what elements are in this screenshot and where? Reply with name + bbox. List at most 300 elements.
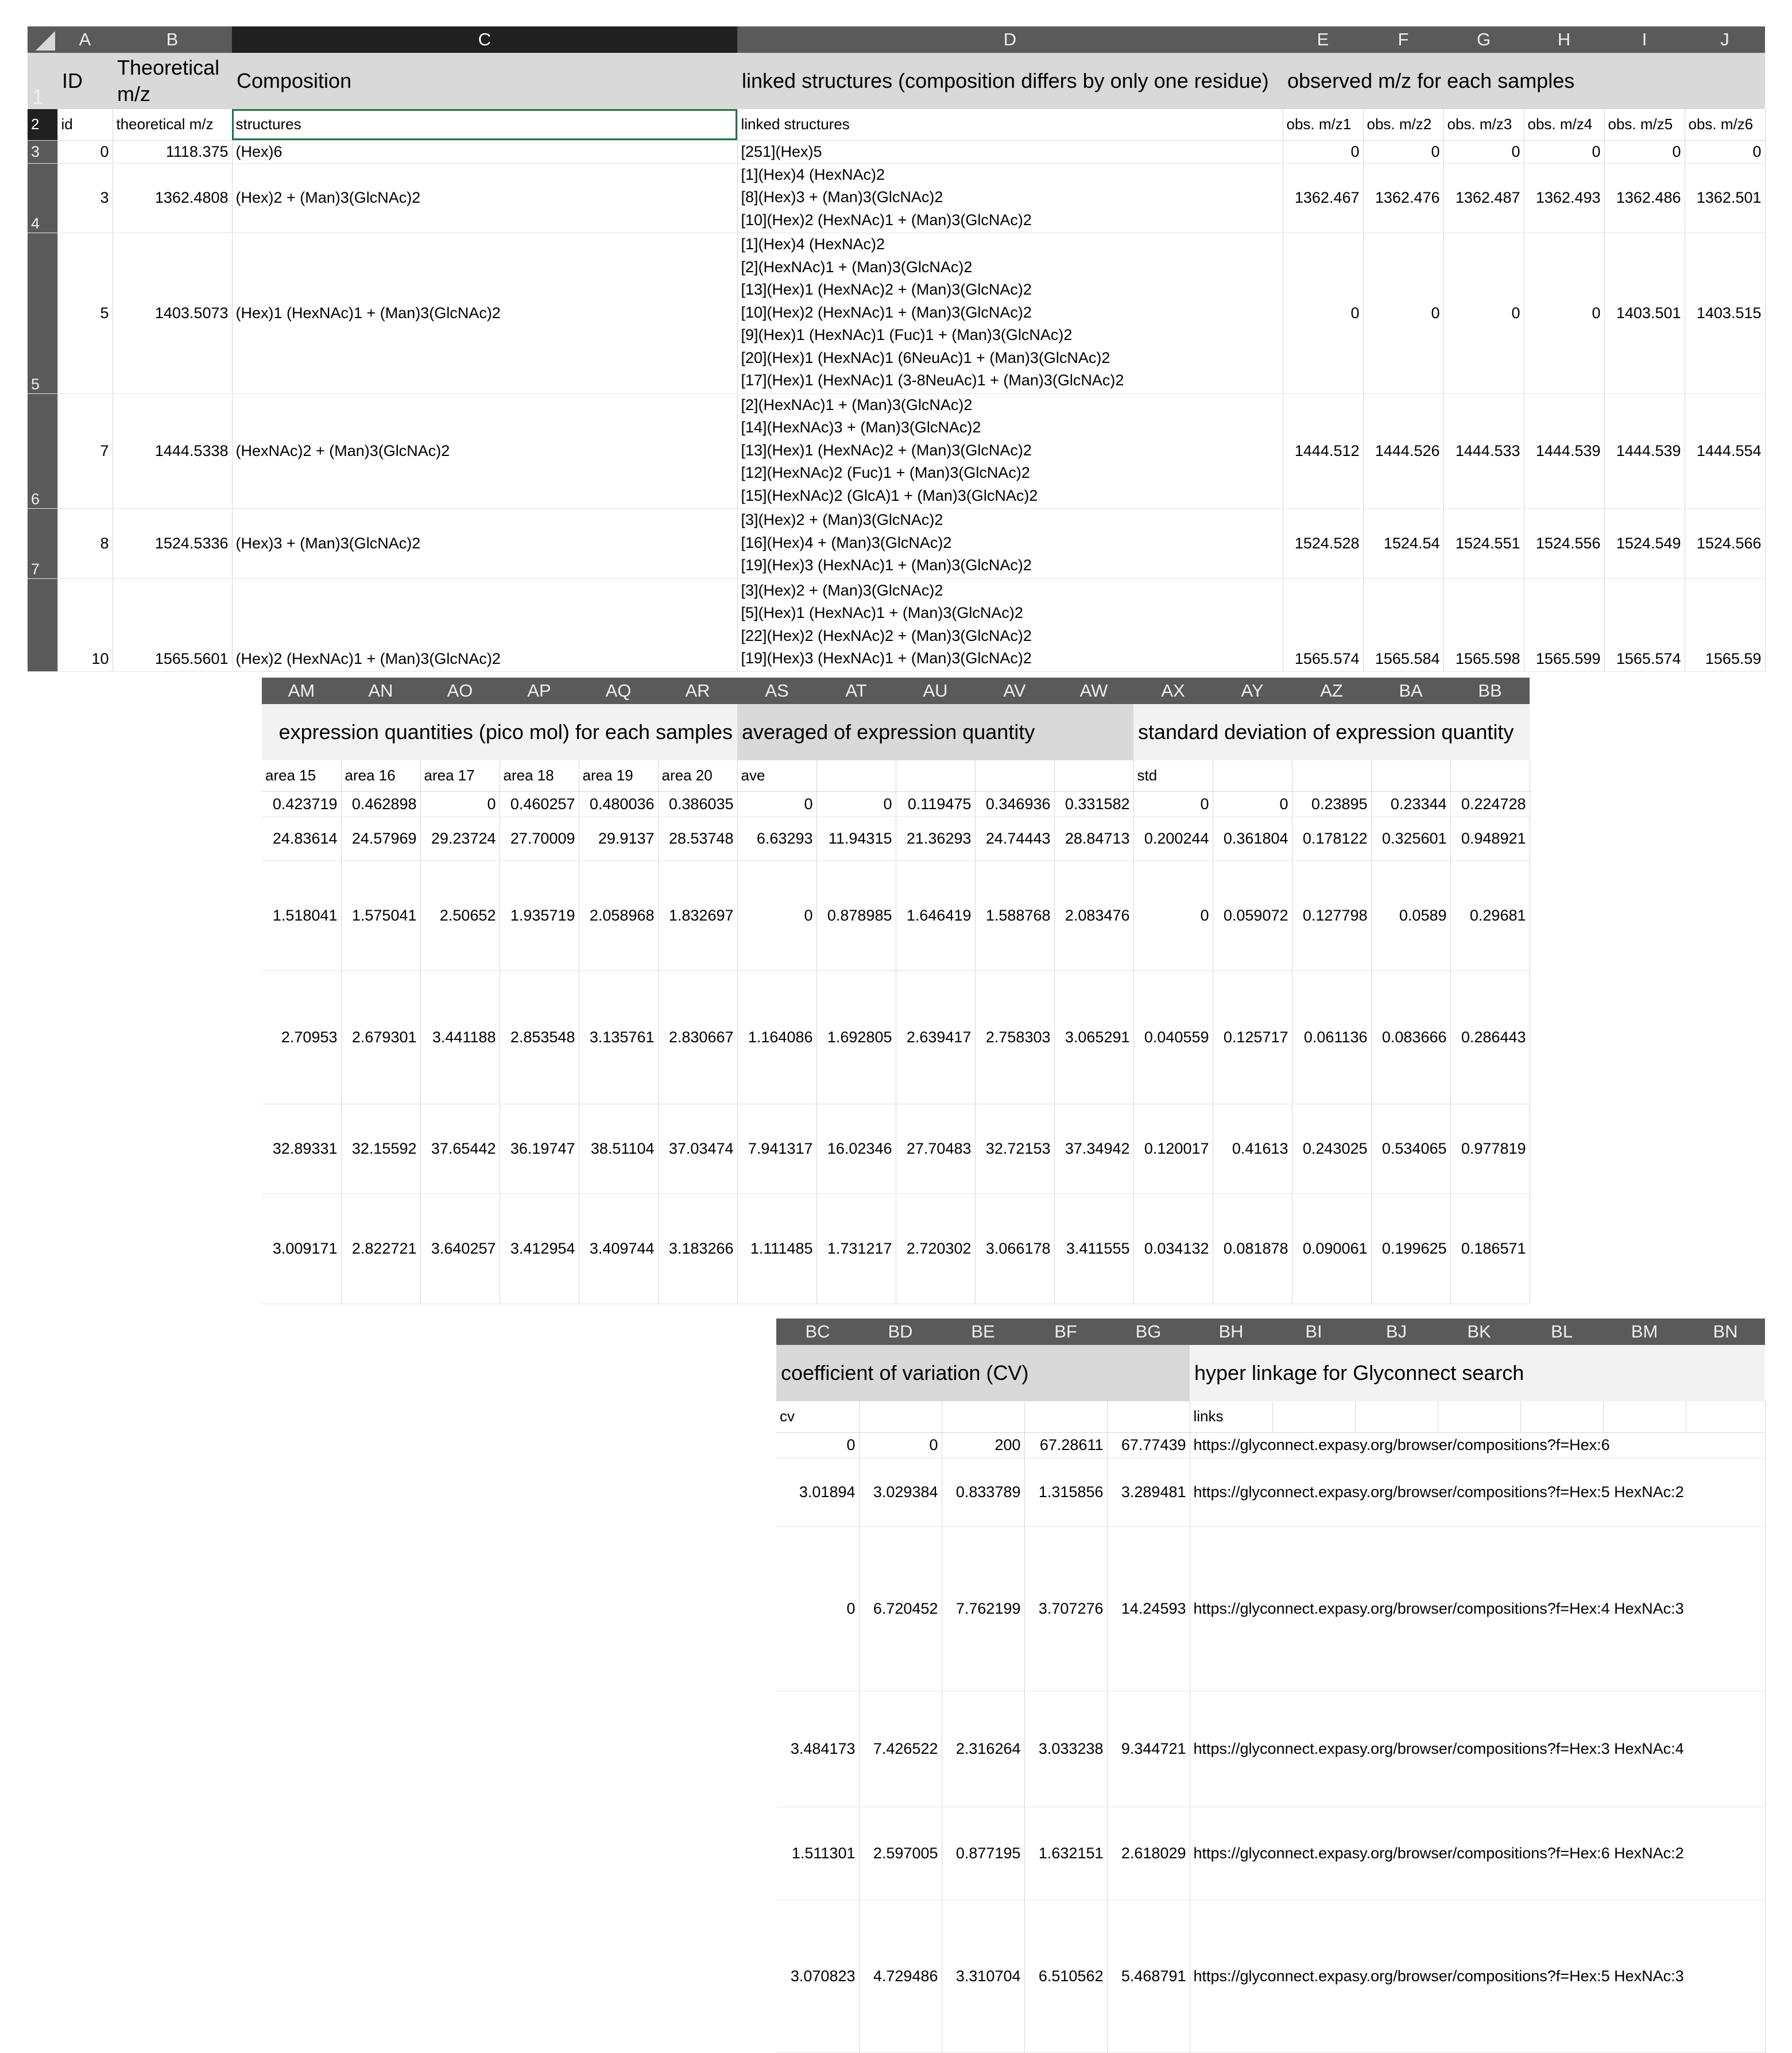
cell-quantity[interactable]: 0.120017 (1133, 1104, 1213, 1193)
cell-quantity[interactable]: 29.9137 (579, 817, 658, 860)
cell-quantity[interactable]: 28.53748 (658, 817, 737, 860)
cell-obs[interactable]: 1362.487 (1443, 163, 1524, 233)
sub-linked-structures[interactable]: linked structures (737, 109, 1283, 140)
cell-quantity[interactable]: 1.646419 (896, 860, 975, 971)
row-header-6[interactable]: 6 (28, 393, 57, 509)
cell-quantity[interactable]: 1.164086 (737, 971, 816, 1104)
cell-id[interactable]: 8 (57, 509, 113, 579)
column-header-az[interactable]: AZ (1292, 678, 1371, 704)
column-header-as[interactable]: AS (737, 678, 816, 704)
cell-quantity[interactable]: 27.70483 (896, 1104, 975, 1193)
cell-quantity[interactable]: 3.066178 (975, 1193, 1054, 1304)
cell-cv[interactable]: 0 (776, 1526, 859, 1691)
table-row (262, 1104, 1530, 1193)
cell-cv[interactable]: 0 (776, 1432, 859, 1457)
sub-obs-mz2[interactable]: obs. m/z2 (1363, 109, 1443, 140)
column-header-i[interactable]: I (1604, 26, 1685, 53)
cell-obs[interactable]: 1565.599 (1524, 578, 1604, 671)
header-expression-quantities[interactable]: expression quantities (pico mol) for each samples (262, 704, 737, 760)
cell-quantity[interactable]: 0.41613 (1213, 1104, 1292, 1193)
cell-quantity[interactable]: 0.423719 (262, 791, 341, 817)
sub-area-label[interactable] (975, 760, 1054, 791)
sub-id[interactable]: id (57, 109, 113, 140)
cell-quantity[interactable]: 2.058968 (579, 860, 658, 971)
sub-empty[interactable] (859, 1401, 942, 1432)
column-header-ax[interactable]: AX (1133, 678, 1213, 704)
cell-cv[interactable]: 7.426522 (859, 1691, 942, 1807)
column-header-bn[interactable]: BN (1686, 1319, 1765, 1345)
table-row (28, 140, 1765, 163)
column-header-bd[interactable]: BD (859, 1319, 942, 1345)
cell-obs[interactable]: 1403.515 (1685, 233, 1765, 394)
sub-obs-mz4[interactable]: obs. m/z4 (1524, 109, 1604, 140)
sub-cv[interactable]: cv (776, 1401, 859, 1432)
column-header-at[interactable]: AT (816, 678, 896, 704)
glyconnect-link[interactable]: https://glyconnect.expasy.org/browser/compositions?f=Hex:5 HexNAc:3 (1190, 1900, 1765, 2052)
header-id[interactable]: ID (57, 53, 113, 109)
cell-quantity[interactable]: 0 (1213, 791, 1292, 817)
table-row (262, 1193, 1530, 1304)
sub-area-label[interactable]: area 17 (420, 760, 500, 791)
sub-links[interactable]: links (1190, 1401, 1272, 1432)
cell-cv[interactable]: 3.070823 (776, 1900, 859, 2052)
cell-quantity[interactable]: 24.74443 (975, 817, 1054, 860)
cell-quantity[interactable]: 0 (737, 791, 816, 817)
cell-theoretical-mz[interactable]: 1403.5073 (113, 233, 232, 394)
sub-area-label[interactable] (1054, 760, 1133, 791)
sub-area-label[interactable] (816, 760, 896, 791)
cell-quantity[interactable]: 0.23344 (1371, 791, 1450, 817)
cell-composition[interactable]: (Hex)2 (HexNAc)1 + (Man)3(GlcNAc)2 (232, 578, 737, 671)
column-header-ba[interactable]: BA (1371, 678, 1450, 704)
cell-obs[interactable]: 1362.486 (1604, 163, 1685, 233)
sub-area-label[interactable]: area 15 (262, 760, 341, 791)
cell-obs[interactable]: 1362.493 (1524, 163, 1604, 233)
header-coefficient-of-variation[interactable]: coefficient of variation (CV) (776, 1345, 1190, 1401)
cell-quantity[interactable]: 38.51104 (579, 1104, 658, 1193)
header-standard-deviation[interactable]: standard deviation of expression quantity (1133, 704, 1530, 760)
sub-empty[interactable] (1024, 1401, 1107, 1432)
cell-obs[interactable]: 0 (1443, 233, 1524, 394)
row-header-1[interactable]: 1 (28, 53, 57, 109)
cell-quantity[interactable]: 0.331582 (1054, 791, 1133, 817)
cell-quantity[interactable]: 2.853548 (500, 971, 579, 1104)
row-header-7[interactable]: 7 (28, 509, 57, 579)
cell-cv[interactable]: 1.315856 (1024, 1457, 1107, 1526)
column-header-j[interactable]: J (1685, 26, 1765, 53)
cell-composition[interactable]: (HexNAc)2 + (Man)3(GlcNAc)2 (232, 393, 737, 509)
cell-linked-structures[interactable]: [3](Hex)2 + (Man)3(GlcNAc)2 [5](Hex)1 (HexNAc)1 + (Man)3(GlcNAc)2 [22](Hex)2 (HexNAc)2 + (Man)3(GlcNAc)2 [19](Hex)3 (HexNAc)1 + (Man)3(GlcNAc)2 (737, 578, 1283, 671)
cell-quantity[interactable]: 0.361804 (1213, 817, 1292, 860)
cell-obs[interactable]: 0 (1283, 140, 1363, 163)
column-header-be[interactable]: BE (942, 1319, 1024, 1345)
cell-cv[interactable]: 67.77439 (1107, 1432, 1190, 1457)
sub-empty[interactable] (1438, 1401, 1520, 1432)
cell-quantity[interactable]: 6.63293 (737, 817, 816, 860)
cell-quantity[interactable]: 0.386035 (658, 791, 737, 817)
cell-obs[interactable]: 1565.598 (1443, 578, 1524, 671)
cell-quantity[interactable]: 0.480036 (579, 791, 658, 817)
cell-quantity[interactable]: 1.575041 (341, 860, 420, 971)
cell-obs[interactable]: 1403.501 (1604, 233, 1685, 394)
cell-obs[interactable]: 1565.584 (1363, 578, 1443, 671)
row-header-8[interactable] (28, 578, 57, 671)
cell-quantity[interactable]: 2.830667 (658, 971, 737, 1104)
cell-obs[interactable]: 1444.512 (1283, 393, 1363, 509)
cell-composition[interactable]: (Hex)6 (232, 140, 737, 163)
cell-quantity[interactable]: 0.460257 (500, 791, 579, 817)
cell-obs[interactable]: 1524.549 (1604, 509, 1685, 579)
cell-quantity[interactable]: 0.178122 (1292, 817, 1371, 860)
cell-quantity[interactable]: 24.83614 (262, 817, 341, 860)
cell-quantity[interactable]: 0 (1133, 860, 1213, 971)
cell-quantity[interactable]: 0.29681 (1450, 860, 1530, 971)
sub-area-label[interactable]: std (1133, 760, 1213, 791)
cell-quantity[interactable]: 1.588768 (975, 860, 1054, 971)
cell-quantity[interactable]: 32.15592 (341, 1104, 420, 1193)
cell-obs[interactable]: 1362.467 (1283, 163, 1363, 233)
cell-composition[interactable]: (Hex)2 + (Man)3(GlcNAc)2 (232, 163, 737, 233)
sub-area-label[interactable] (1450, 760, 1530, 791)
row-header-2[interactable]: 2 (28, 109, 57, 140)
cell-obs[interactable]: 1444.533 (1443, 393, 1524, 509)
cell-quantity[interactable]: 21.36293 (896, 817, 975, 860)
cell-linked-structures[interactable]: [1](Hex)4 (HexNAc)2 [2](HexNAc)1 + (Man)3(GlcNAc)2 [13](Hex)1 (HexNAc)2 + (Man)3(GlcNAc)2 [10](Hex)2 (HexNAc)1 + (Man)3(GlcNAc)2 [9](Hex)1 (HexNAc)1 (Fuc)1 + (Man)3(GlcNAc)2 [20](Hex)1 (HexNAc)1 (6NeuAc)1 + (Man)3(GlcNAc)2 [17](Hex)1 (HexNAc)1 (3-8NeuAc)1 + (Man)3(GlcNAc)2 (737, 233, 1283, 394)
cell-cv[interactable]: 0.877195 (942, 1807, 1024, 1900)
cell-theoretical-mz[interactable]: 1524.5336 (113, 509, 232, 579)
cell-quantity[interactable]: 0.059072 (1213, 860, 1292, 971)
cell-linked-structures[interactable]: [3](Hex)2 + (Man)3(GlcNAc)2 [16](Hex)4 + (Man)3(GlcNAc)2 [19](Hex)3 (HexNAc)1 + (Man)3(GlcNAc)2 (737, 509, 1283, 579)
cell-quantity[interactable]: 3.183266 (658, 1193, 737, 1304)
column-header-aw[interactable]: AW (1054, 678, 1133, 704)
column-header-au[interactable]: AU (896, 678, 975, 704)
sheet-grid-cv-and-links (776, 1319, 1766, 2053)
table-row (776, 1457, 1765, 1526)
table-row (262, 817, 1530, 860)
sub-obs-mz5[interactable]: obs. m/z5 (1604, 109, 1685, 140)
cell-quantity[interactable]: 3.412954 (500, 1193, 579, 1304)
column-header-bj[interactable]: BJ (1355, 1319, 1438, 1345)
cell-composition[interactable]: (Hex)1 (HexNAc)1 + (Man)3(GlcNAc)2 (232, 233, 737, 394)
cell-cv[interactable]: 67.28611 (1024, 1432, 1107, 1457)
table-row (776, 1900, 1765, 2052)
table-row (262, 791, 1530, 817)
cell-cv[interactable]: 7.762199 (942, 1526, 1024, 1691)
header-linked-structures[interactable]: linked structures (composition differs by only one residue) (737, 53, 1283, 109)
cell-quantity[interactable]: 2.758303 (975, 971, 1054, 1104)
cell-obs[interactable]: 1565.574 (1604, 578, 1685, 671)
cell-quantity[interactable]: 0.200244 (1133, 817, 1213, 860)
cell-cv[interactable]: 3.484173 (776, 1691, 859, 1807)
table-row (28, 393, 1765, 509)
cell-obs[interactable]: 1565.59 (1685, 578, 1765, 671)
column-header-bf[interactable]: BF (1024, 1319, 1107, 1345)
cell-quantity[interactable]: 0.199625 (1371, 1193, 1450, 1304)
cell-obs[interactable]: 1444.539 (1524, 393, 1604, 509)
cell-quantity[interactable]: 37.34942 (1054, 1104, 1133, 1193)
cell-quantity[interactable]: 0.462898 (341, 791, 420, 817)
cell-theoretical-mz[interactable]: 1444.5338 (113, 393, 232, 509)
cell-cv[interactable]: 200 (942, 1432, 1024, 1457)
column-header-bc[interactable]: BC (776, 1319, 859, 1345)
cell-linked-structures[interactable]: [251](Hex)5 (737, 140, 1283, 163)
cell-quantity[interactable]: 0.534065 (1371, 1104, 1450, 1193)
column-header-h[interactable]: H (1524, 26, 1604, 53)
cell-quantity[interactable]: 3.411555 (1054, 1193, 1133, 1304)
cell-quantity[interactable]: 0.224728 (1450, 791, 1530, 817)
column-header-bl[interactable]: BL (1520, 1319, 1603, 1345)
cell-cv[interactable]: 6.510562 (1024, 1900, 1107, 2052)
cell-cv[interactable]: 1.511301 (776, 1807, 859, 1900)
cell-cv[interactable]: 6.720452 (859, 1526, 942, 1691)
cell-quantity[interactable]: 0.346936 (975, 791, 1054, 817)
column-header-d[interactable]: D (737, 26, 1283, 53)
cell-quantity[interactable]: 0.061136 (1292, 971, 1371, 1104)
cell-obs[interactable]: 0 (1363, 140, 1443, 163)
table-row (262, 971, 1530, 1104)
sub-area-label[interactable] (1292, 760, 1371, 791)
cell-quantity[interactable]: 0.948921 (1450, 817, 1530, 860)
cell-obs[interactable]: 1565.574 (1283, 578, 1363, 671)
cell-obs[interactable]: 1524.556 (1524, 509, 1604, 579)
cell-quantity[interactable]: 0.090061 (1292, 1193, 1371, 1304)
cell-obs[interactable]: 0 (1524, 233, 1604, 394)
cell-composition[interactable]: (Hex)3 + (Man)3(GlcNAc)2 (232, 509, 737, 579)
cell-cv[interactable]: 2.316264 (942, 1691, 1024, 1807)
cell-obs[interactable]: 0 (1524, 140, 1604, 163)
cell-id[interactable]: 0 (57, 140, 113, 163)
table-row (28, 233, 1765, 394)
header-averaged-expression[interactable]: averaged of expression quantity (737, 704, 1133, 760)
cell-quantity[interactable]: 0.977819 (1450, 1104, 1530, 1193)
cell-obs[interactable]: 1524.551 (1443, 509, 1524, 579)
cell-quantity[interactable]: 1.518041 (262, 860, 341, 971)
cell-quantity[interactable]: 0.286443 (1450, 971, 1530, 1104)
glyconnect-link[interactable]: https://glyconnect.expasy.org/browser/compositions?f=Hex:6 HexNAc:2 (1190, 1807, 1765, 1900)
cell-quantity[interactable]: 7.941317 (737, 1104, 816, 1193)
glyconnect-link[interactable]: https://glyconnect.expasy.org/browser/compositions?f=Hex:5 HexNAc:2 (1190, 1457, 1765, 1526)
column-header-an[interactable]: AN (341, 678, 420, 704)
cell-theoretical-mz[interactable]: 1565.5601 (113, 578, 232, 671)
cell-cv[interactable]: 0 (859, 1432, 942, 1457)
column-header-b[interactable]: B (113, 26, 232, 53)
cell-quantity[interactable]: 0 (737, 860, 816, 971)
header-composition[interactable]: Composition (232, 53, 737, 109)
cell-quantity[interactable]: 29.23724 (420, 817, 500, 860)
cell-id[interactable]: 5 (57, 233, 113, 394)
cell-obs[interactable]: 0 (1604, 140, 1685, 163)
cell-cv[interactable]: 0.833789 (942, 1457, 1024, 1526)
sub-empty[interactable] (942, 1401, 1024, 1432)
row-header-3[interactable]: 3 (28, 140, 57, 163)
cell-obs[interactable]: 1524.54 (1363, 509, 1443, 579)
column-header-c[interactable]: C (232, 26, 737, 53)
cell-quantity[interactable]: 1.832697 (658, 860, 737, 971)
table-row (28, 578, 1765, 671)
cell-id[interactable]: 7 (57, 393, 113, 509)
cell-quantity[interactable]: 0 (816, 791, 896, 817)
column-header-f[interactable]: F (1363, 26, 1443, 53)
cell-quantity[interactable]: 0.23895 (1292, 791, 1371, 817)
column-header-g[interactable]: G (1443, 26, 1524, 53)
cell-obs[interactable]: 1524.566 (1685, 509, 1765, 579)
select-all-corner[interactable] (28, 26, 57, 53)
cell-quantity[interactable]: 2.720302 (896, 1193, 975, 1304)
cell-cv[interactable]: 1.632151 (1024, 1807, 1107, 1900)
sub-obs-mz3[interactable]: obs. m/z3 (1443, 109, 1524, 140)
glyconnect-link[interactable]: https://glyconnect.expasy.org/browser/compositions?f=Hex:3 HexNAc:4 (1190, 1691, 1765, 1807)
cell-quantity[interactable]: 0.878985 (816, 860, 896, 971)
cell-quantity[interactable]: 1.935719 (500, 860, 579, 971)
cell-quantity[interactable]: 0.186571 (1450, 1193, 1530, 1304)
cell-quantity[interactable]: 3.441188 (420, 971, 500, 1104)
sub-empty[interactable] (1520, 1401, 1603, 1432)
header-hyper-linkage[interactable]: hyper linkage for Glyconnect search (1190, 1345, 1765, 1401)
sub-empty[interactable] (1603, 1401, 1686, 1432)
cell-obs[interactable]: 1444.539 (1604, 393, 1685, 509)
cell-theoretical-mz[interactable]: 1362.4808 (113, 163, 232, 233)
cell-cv[interactable]: 3.289481 (1107, 1457, 1190, 1526)
cell-obs[interactable]: 1362.476 (1363, 163, 1443, 233)
column-header-e[interactable]: E (1283, 26, 1363, 53)
cell-quantity[interactable]: 0.325601 (1371, 817, 1450, 860)
cell-quantity[interactable]: 11.94315 (816, 817, 896, 860)
cell-obs[interactable]: 1444.554 (1685, 393, 1765, 509)
cell-quantity[interactable]: 3.409744 (579, 1193, 658, 1304)
column-header-av[interactable]: AV (975, 678, 1054, 704)
cell-cv[interactable]: 14.24593 (1107, 1526, 1190, 1691)
cell-theoretical-mz[interactable]: 1118.375 (113, 140, 232, 163)
cell-quantity[interactable]: 28.84713 (1054, 817, 1133, 860)
sub-area-label[interactable] (896, 760, 975, 791)
cell-quantity[interactable]: 0.040559 (1133, 971, 1213, 1104)
column-header-ap[interactable]: AP (500, 678, 579, 704)
sub-area-label[interactable]: area 18 (500, 760, 579, 791)
glyconnect-link[interactable]: https://glyconnect.expasy.org/browser/compositions?f=Hex:4 HexNAc:3 (1190, 1526, 1765, 1691)
sub-empty[interactable] (1272, 1401, 1355, 1432)
column-header-ay[interactable]: AY (1213, 678, 1292, 704)
cell-quantity[interactable]: 16.02346 (816, 1104, 896, 1193)
cell-cv[interactable]: 5.468791 (1107, 1900, 1190, 2052)
cell-quantity[interactable]: 2.50652 (420, 860, 500, 971)
column-header-bi[interactable]: BI (1272, 1319, 1355, 1345)
cell-quantity[interactable]: 2.822721 (341, 1193, 420, 1304)
cell-quantity[interactable]: 0.034132 (1133, 1193, 1213, 1304)
cell-quantity[interactable]: 3.009171 (262, 1193, 341, 1304)
column-header-ar[interactable]: AR (658, 678, 737, 704)
cell-quantity[interactable]: 0 (420, 791, 500, 817)
sub-area-label[interactable]: area 19 (579, 760, 658, 791)
cell-cv[interactable]: 3.033238 (1024, 1691, 1107, 1807)
cell-cv[interactable]: 3.01894 (776, 1457, 859, 1526)
cell-quantity[interactable]: 3.065291 (1054, 971, 1133, 1104)
cell-cv[interactable]: 9.344721 (1107, 1691, 1190, 1807)
cell-cv[interactable]: 4.729486 (859, 1900, 942, 2052)
cell-cv[interactable]: 2.597005 (859, 1807, 942, 1900)
cell-quantity[interactable]: 32.72153 (975, 1104, 1054, 1193)
column-header-aq[interactable]: AQ (579, 678, 658, 704)
column-header-bh[interactable]: BH (1190, 1319, 1272, 1345)
cell-id[interactable]: 3 (57, 163, 113, 233)
column-header-a[interactable]: A (57, 26, 113, 53)
cell-quantity[interactable]: 36.19747 (500, 1104, 579, 1193)
cell-cv[interactable]: 2.618029 (1107, 1807, 1190, 1900)
cell-id[interactable]: 10 (57, 578, 113, 671)
column-header-bm[interactable]: BM (1603, 1319, 1686, 1345)
cell-quantity[interactable]: 0 (1133, 791, 1213, 817)
sub-empty[interactable] (1355, 1401, 1438, 1432)
cell-linked-structures[interactable]: [2](HexNAc)1 + (Man)3(GlcNAc)2 [14](HexNAc)3 + (Man)3(GlcNAc)2 [13](Hex)1 (HexNAc)2 + (Man)3(GlcNAc)2 [12](HexNAc)2 (Fuc)1 + (Man)3(GlcNAc)2 [15](HexNAc)2 (GlcA)1 + (Man)3(GlcNAc)2 (737, 393, 1283, 509)
cell-cv[interactable]: 3.707276 (1024, 1526, 1107, 1691)
header-observed-mz[interactable]: observed m/z for each samples (1283, 53, 1765, 109)
cell-quantity[interactable]: 1.731217 (816, 1193, 896, 1304)
cell-quantity[interactable]: 2.639417 (896, 971, 975, 1104)
column-header-bb[interactable]: BB (1450, 678, 1530, 704)
cell-obs[interactable]: 0 (1363, 233, 1443, 394)
cell-quantity[interactable]: 0.119475 (896, 791, 975, 817)
sub-area-label[interactable]: ave (737, 760, 816, 791)
cell-obs[interactable]: 1524.528 (1283, 509, 1363, 579)
cell-quantity[interactable]: 2.083476 (1054, 860, 1133, 971)
cell-cv[interactable]: 3.310704 (942, 1900, 1024, 2052)
row-header-4[interactable]: 4 (28, 163, 57, 233)
cell-obs[interactable]: 1362.501 (1685, 163, 1765, 233)
header-theoretical-mz[interactable]: Theoretical m/z (113, 53, 232, 109)
sub-theoretical-mz[interactable]: theoretical m/z (113, 109, 232, 140)
cell-obs[interactable]: 0 (1443, 140, 1524, 163)
cell-obs[interactable]: 1444.526 (1363, 393, 1443, 509)
sub-empty[interactable] (1107, 1401, 1190, 1432)
cell-quantity[interactable]: 1.111485 (737, 1193, 816, 1304)
sub-area-label[interactable] (1371, 760, 1450, 791)
table-row (776, 1432, 1765, 1457)
cell-quantity[interactable]: 32.89331 (262, 1104, 341, 1193)
column-header-ao[interactable]: AO (420, 678, 500, 704)
sub-area-label[interactable] (1213, 760, 1292, 791)
row-header-5[interactable]: 5 (28, 233, 57, 394)
cell-quantity[interactable]: 0.125717 (1213, 971, 1292, 1104)
cell-quantity[interactable]: 37.65442 (420, 1104, 500, 1193)
sub-area-label[interactable]: area 16 (341, 760, 420, 791)
cell-quantity[interactable]: 37.03474 (658, 1104, 737, 1193)
glyconnect-link[interactable]: https://glyconnect.expasy.org/browser/compositions?f=Hex:6 (1190, 1432, 1765, 1457)
cell-quantity[interactable]: 2.70953 (262, 971, 341, 1104)
column-header-bk[interactable]: BK (1438, 1319, 1520, 1345)
cell-quantity[interactable]: 0.127798 (1292, 860, 1371, 971)
cell-quantity[interactable]: 0.081878 (1213, 1193, 1292, 1304)
cell-linked-structures[interactable]: [1](Hex)4 (HexNAc)2 [8](Hex)3 + (Man)3(GlcNAc)2 [10](Hex)2 (HexNAc)1 + (Man)3(GlcNAc)2 (737, 163, 1283, 233)
column-header-bg[interactable]: BG (1107, 1319, 1190, 1345)
cell-quantity[interactable]: 1.692805 (816, 971, 896, 1104)
sub-obs-mz6[interactable]: obs. m/z6 (1685, 109, 1765, 140)
cell-quantity[interactable]: 3.640257 (420, 1193, 500, 1304)
sub-structures-selected-cell[interactable]: structures (232, 109, 737, 140)
column-header-am[interactable]: AM (262, 678, 341, 704)
cell-quantity[interactable]: 3.135761 (579, 971, 658, 1104)
sub-empty[interactable] (1686, 1401, 1765, 1432)
cell-quantity[interactable]: 24.57969 (341, 817, 420, 860)
cell-quantity[interactable]: 27.70009 (500, 817, 579, 860)
sub-obs-mz1[interactable]: obs. m/z1 (1283, 109, 1363, 140)
cell-quantity[interactable]: 0.083666 (1371, 971, 1450, 1104)
sub-area-label[interactable]: area 20 (658, 760, 737, 791)
cell-cv[interactable]: 3.029384 (859, 1457, 942, 1526)
cell-obs[interactable]: 0 (1283, 233, 1363, 394)
cell-quantity[interactable]: 2.679301 (341, 971, 420, 1104)
cell-quantity[interactable]: 0.0589 (1371, 860, 1450, 971)
cell-obs[interactable]: 0 (1685, 140, 1765, 163)
cell-quantity[interactable]: 0.243025 (1292, 1104, 1371, 1193)
